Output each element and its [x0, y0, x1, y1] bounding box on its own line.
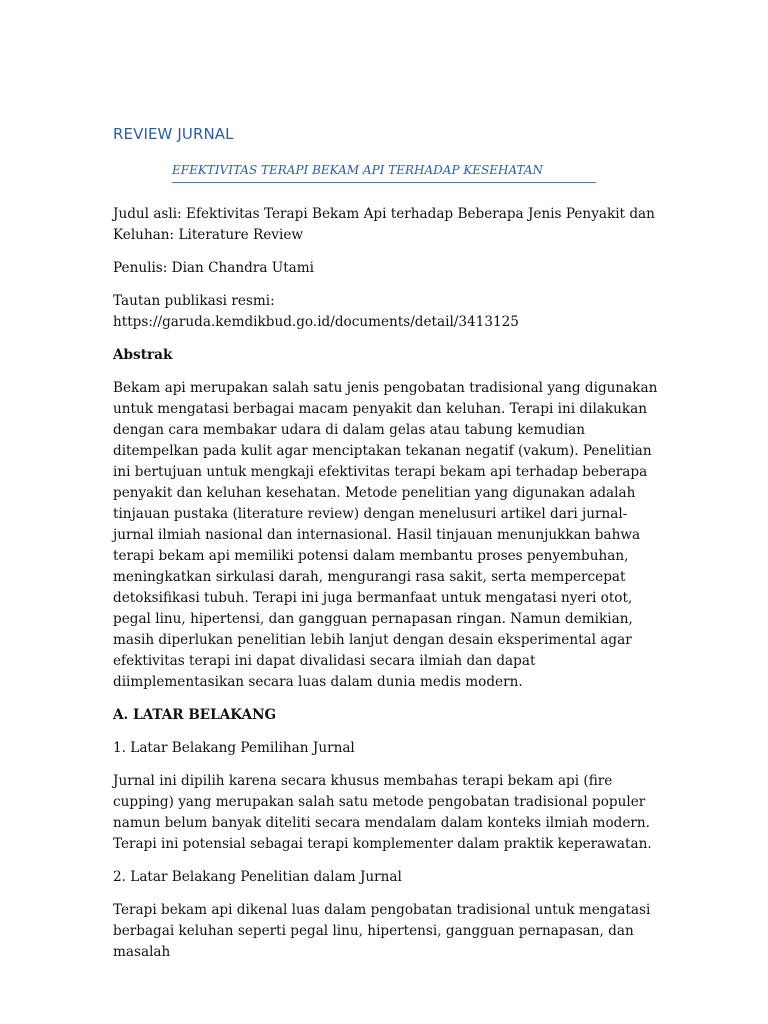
publication-link-paragraph: [113, 291, 661, 333]
original-title-label: Judul asli:: [113, 206, 187, 222]
abstract-paragraph: Bekam api merupakan salah satu jenis pengobatan tradisional yang digunakan untuk mengatasi berbagai macam penyakit dan keluhan. Terapi ini dilakukan dengan cara membakar udara di dalam gelas atau tabung kemudian ditempelkan pada kulit agar menciptakan tekanan negatif (vakum). Penelitian ini bertujuan untuk mengkaji efektivitas terapi bekam api terhadap beberapa penyakit dan keluhan kesehatan. Metode penelitian yang digunakan adalah tinjauan pustaka (literature review) dengan menelusuri artikel dari jurnal-jurnal ilmiah nasional dan internasional. Hasil tinjauan menunjukkan bahwa terapi bekam api memiliki potensi dalam membantu proses penyembuhan, meningkatkan sirkulasi darah, mengurangi rasa sakit, serta mempercepat detoksifikasi tubuh. Terapi ini juga bermanfaat untuk mengatasi nyeri otot, pegal linu, hipertensi, dan gangguan pernapasan ringan. Namun demikian, masih diperlukan penelitian lebih lanjut dengan desain eksperimental agar efektivitas terapi ini dapat divalidasi secara ilmiah dan dapat diimplementasikan secara luas dalam dunia medis modern.: [113, 380, 658, 690]
author-value: Dian Chandra Utami: [171, 260, 315, 276]
subtitle-block: [172, 163, 596, 183]
author-paragraph: [113, 258, 661, 279]
original-title-value: Efektivitas Terapi Bekam Api terhadap Beberapa Jenis Penyakit dan Keluhan: Literature Review: [113, 206, 655, 243]
original-title-paragraph: [113, 204, 661, 246]
subsection-1-paragraph: Jurnal ini dipilih karena secara khusus membahas terapi bekam api (fire cupping) yang merupakan salah satu metode pengobatan tradisional populer namun belum banyak diteliti secara mendalam dalam konteks ilmiah modern. Terapi ini potensial sebagai terapi komplementer dalam praktik keperawatan.: [113, 773, 652, 852]
subsection-2-heading: 2. Latar Belakang Penelitian dalam Jurnal: [113, 869, 402, 885]
publication-link-label: Tautan publikasi resmi:: [113, 293, 275, 309]
subsection-1-heading: 1. Latar Belakang Pemilihan Jurnal: [113, 740, 355, 756]
document-subtitle: EFEKTIVITAS TERAPI BEKAM API TERHADAP KESEHATAN: [172, 163, 544, 177]
document-heading: REVIEW JURNAL: [113, 125, 234, 143]
abstract-heading: Abstrak: [113, 347, 173, 363]
subsection-2-paragraph: Terapi bekam api dikenal luas dalam pengobatan tradisional untuk mengatasi berbagai keluhan seperti pegal linu, hipertensi, gangguan pernapasan, dan masalah: [113, 902, 651, 960]
author-label: Penulis:: [113, 260, 172, 276]
publication-link-url[interactable]: https://garuda.kemdikbud.go.id/documents/detail/3413125: [113, 314, 519, 330]
section-a-heading: A. LATAR BELAKANG: [113, 707, 277, 723]
document-body: [113, 204, 661, 975]
